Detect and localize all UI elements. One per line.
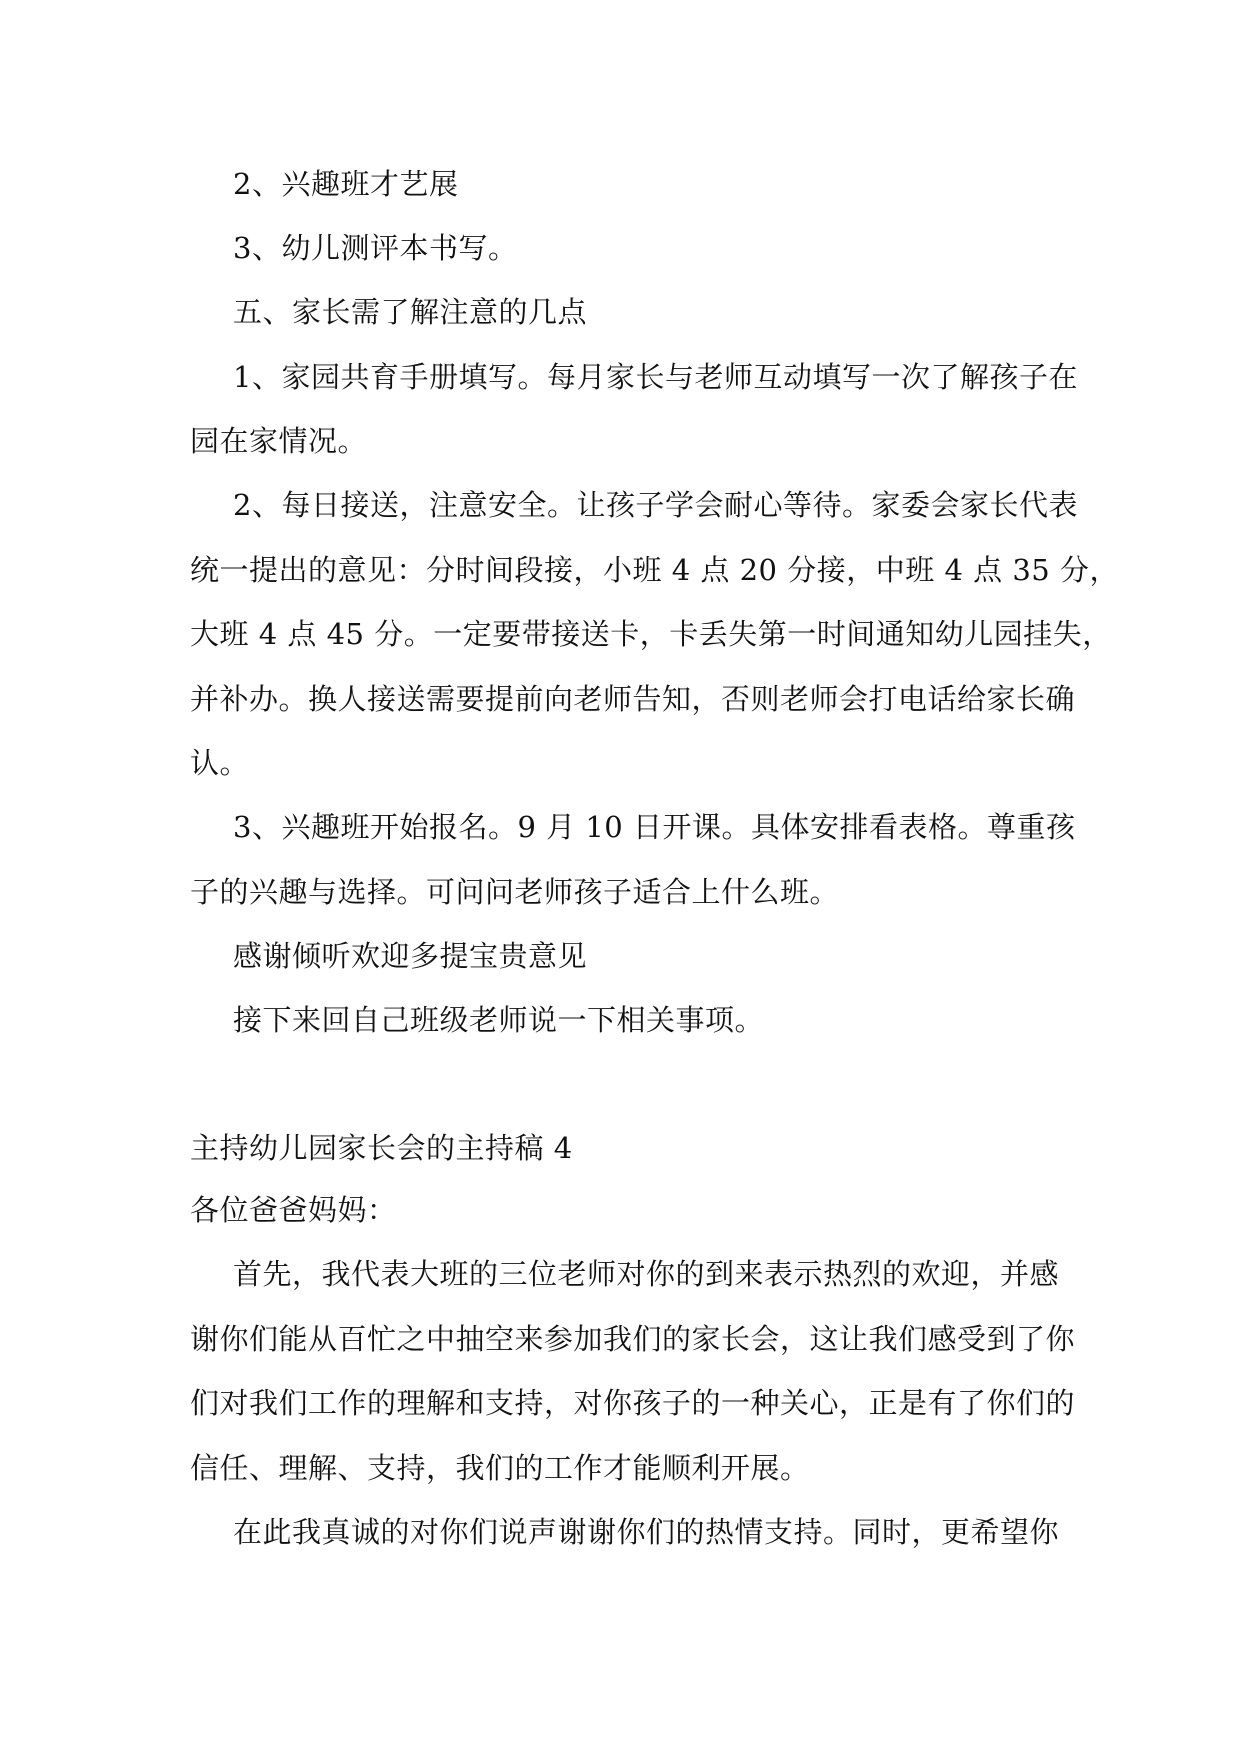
list-item-assessment-book: 3、幼儿测评本书写。 — [233, 231, 518, 265]
list-item-talent-show: 2、兴趣班才艺展 — [233, 167, 459, 201]
paragraph-line: 3、兴趣班开始报名。9 月 10 日开课。具体安排看表格。尊重孩 — [233, 810, 1076, 844]
paragraph-line: 并补办。换人接送需要提前向老师告知，否则老师会打电话给家长确 — [190, 682, 1076, 716]
paragraph-line: 园在家情况。 — [190, 424, 368, 458]
closing-line: 感谢倾听欢迎多提宝贵意见 — [233, 939, 588, 973]
paragraph-line: 认。 — [190, 746, 250, 780]
paragraph-line: 统一提出的意见：分时间段接，小班 4 点 20 分接，中班 4 点 35 分， — [190, 553, 1119, 587]
paragraph-line: 们对我们工作的理解和支持，对你孩子的一种关心，正是有了你们的 — [190, 1386, 1076, 1420]
closing-line: 接下来回自己班级老师说一下相关事项。 — [233, 1003, 765, 1037]
paragraph-line: 2、每日接送，注意安全。让孩子学会耐心等待。家委会家长代表 — [233, 488, 1078, 522]
paragraph-line: 1、家园共育手册填写。每月家长与老师互动填写一次了解孩子在 — [233, 360, 1078, 394]
salutation: 各位爸爸妈妈： — [190, 1193, 397, 1227]
section-heading-parent-notes: 五、家长需了解注意的几点 — [233, 295, 588, 329]
paragraph-line: 信任、理解、支持，我们的工作才能顺利开展。 — [190, 1451, 810, 1485]
paragraph-line: 谢你们能从百忙之中抽空来参加我们的家长会，这让我们感受到了你 — [190, 1322, 1076, 1356]
paragraph-line: 在此我真诚的对你们说声谢谢你们的热情支持。同时，更希望你 — [233, 1515, 1060, 1549]
paragraph-line: 首先，我代表大班的三位老师对你的到来表示热烈的欢迎，并感 — [233, 1257, 1060, 1291]
paragraph-line: 大班 4 点 45 分。一定要带接送卡，卡丢失第一时间通知幼儿园挂失， — [190, 617, 1112, 651]
paragraph-line: 子的兴趣与选择。可问问老师孩子适合上什么班。 — [190, 875, 840, 909]
document-heading: 主持幼儿园家长会的主持稿 4 — [190, 1131, 573, 1165]
